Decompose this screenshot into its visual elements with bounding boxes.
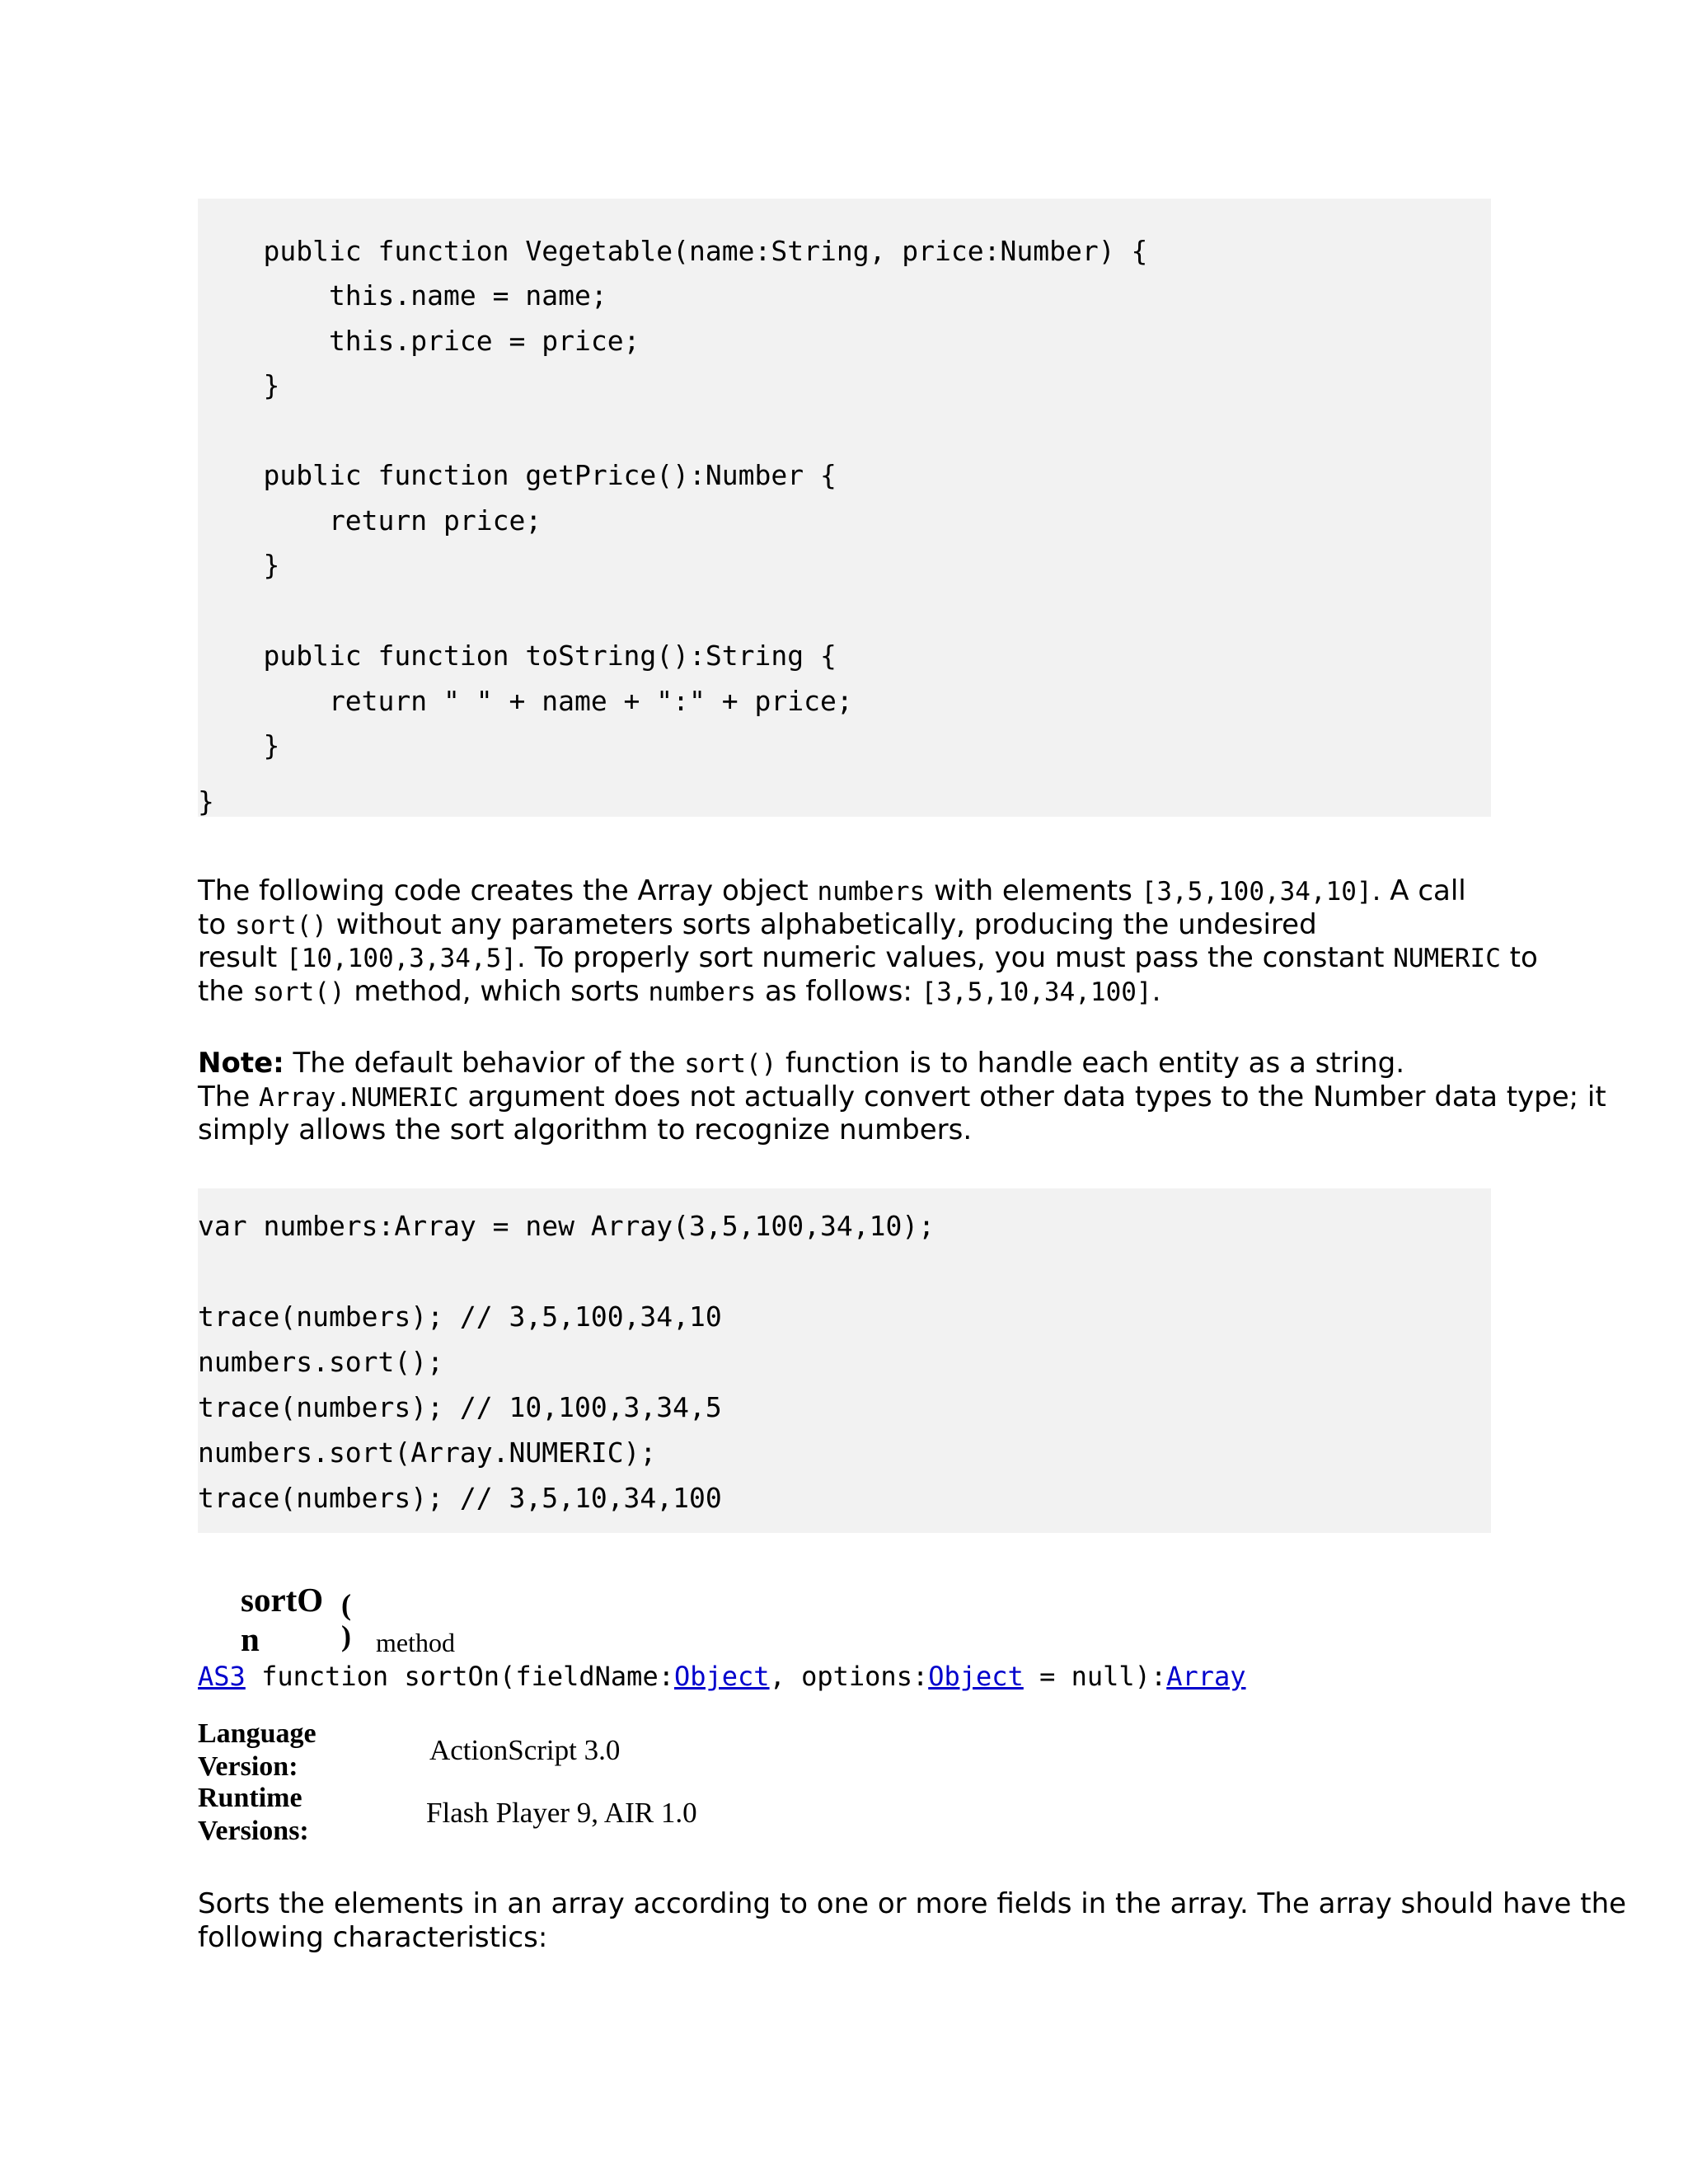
signature-text: function sortOn(fieldName: [245,1661,674,1692]
method-name-part-2: n [241,1620,260,1658]
text: The following code creates the Array object [198,874,818,907]
paragraph-line: Sorts the elements in an array according to one or more fields in the array. The array should have the [198,1887,1627,1920]
inline-code: sort() [234,910,327,940]
note-paragraph [198,1047,1606,1147]
array-type-link[interactable]: Array [1166,1661,1246,1692]
paragraph-line [198,1047,1500,1080]
code-line: var numbers:Array = new Array(3,5,100,34,10); [198,1210,935,1242]
code-block-numbers-example [198,1188,1491,1533]
inline-code: sort() [684,1049,777,1079]
method-kind-label: method [376,1628,455,1657]
inline-code: numbers [817,877,926,907]
as3-link[interactable]: AS3 [198,1661,246,1692]
inline-code: sort() [252,977,345,1007]
text: result [198,941,286,974]
code-line: return " " + name + ":" + price; [198,685,853,717]
text: function is to handle each entity as a string. [776,1047,1405,1080]
code-closing-brace: } [198,785,214,818]
method-signature [198,1660,1246,1693]
note-label: Note: [198,1047,284,1080]
text: argument does not actually convert other data types to the Number data type; it [458,1080,1606,1113]
code-block-vegetable-class [198,199,1491,817]
object-type-link[interactable]: Object [928,1661,1024,1692]
paragraph-line [198,908,1500,942]
signature-text: , options: [769,1661,929,1692]
paragraph-line [198,874,1500,908]
text: The default behavior of the [284,1047,685,1080]
method-description [198,1887,1627,1954]
text: method, which sorts [345,974,649,1008]
label-text: Version: [198,1751,298,1782]
paragraph-line [198,1080,1606,1114]
inline-code: [3,5,10,34,100] [921,977,1152,1007]
language-version-value: ActionScript 3.0 [429,1734,621,1766]
code-line: trace(numbers); // 10,100,3,34,5 [198,1391,722,1423]
text: without any parameters sorts alphabetically, producing the undesired [326,907,1317,941]
paragraph-line: simply allows the sort algorithm to recognize numbers. [198,1113,973,1146]
text: the [198,974,253,1008]
method-paren-open: ( [341,1588,351,1621]
language-version-label [198,1718,316,1783]
label-text: Runtime [198,1783,302,1813]
code-line: public function Vegetable(name:String, price:Number) { [198,235,1148,267]
runtime-versions-label [198,1782,309,1848]
code-line: } [198,729,280,762]
text: to [1500,941,1538,974]
label-text: Versions: [198,1816,309,1846]
text: . To properly sort numeric values, you must pass the constant [516,941,1394,974]
method-paren-close: ) [341,1619,351,1652]
paragraph-line [198,941,1538,975]
inline-code: Array.NUMERIC [259,1082,459,1113]
text: with elements [925,874,1142,907]
code-line: } [198,369,280,401]
inline-code: [3,5,100,34,10] [1141,877,1372,907]
label-text: Language [198,1718,316,1749]
text: to [198,907,235,941]
paragraph-line: following characteristics: [198,1920,548,1954]
signature-text: = null): [1023,1661,1167,1692]
code-line: this.price = price; [198,325,640,357]
paragraph-line [198,975,1500,1009]
code-line: return price; [198,504,542,537]
code-line: numbers.sort(Array.NUMERIC); [198,1436,657,1469]
paragraph-sort-explanation [198,874,1538,1008]
code-line: numbers.sort(); [198,1346,444,1378]
inline-code: NUMERIC [1393,944,1501,973]
code-line: this.name = name; [198,279,607,312]
code-line: public function toString():String { [198,640,837,672]
text: . A call [1372,874,1466,907]
inline-code: numbers [648,977,757,1007]
code-line: trace(numbers); // 3,5,100,34,10 [198,1301,722,1333]
runtime-versions-value: Flash Player 9, AIR 1.0 [426,1797,697,1829]
inline-code: [10,100,3,34,5] [286,944,517,973]
code-line: } [198,549,280,581]
text: The [198,1080,260,1113]
method-name-part-1: sortO [241,1581,324,1619]
code-line: public function getPrice():Number { [198,459,837,491]
code-line: trace(numbers); // 3,5,10,34,100 [198,1482,722,1514]
text: as follows: [756,974,921,1008]
object-type-link[interactable]: Object [673,1661,770,1692]
text: . [1151,974,1161,1008]
